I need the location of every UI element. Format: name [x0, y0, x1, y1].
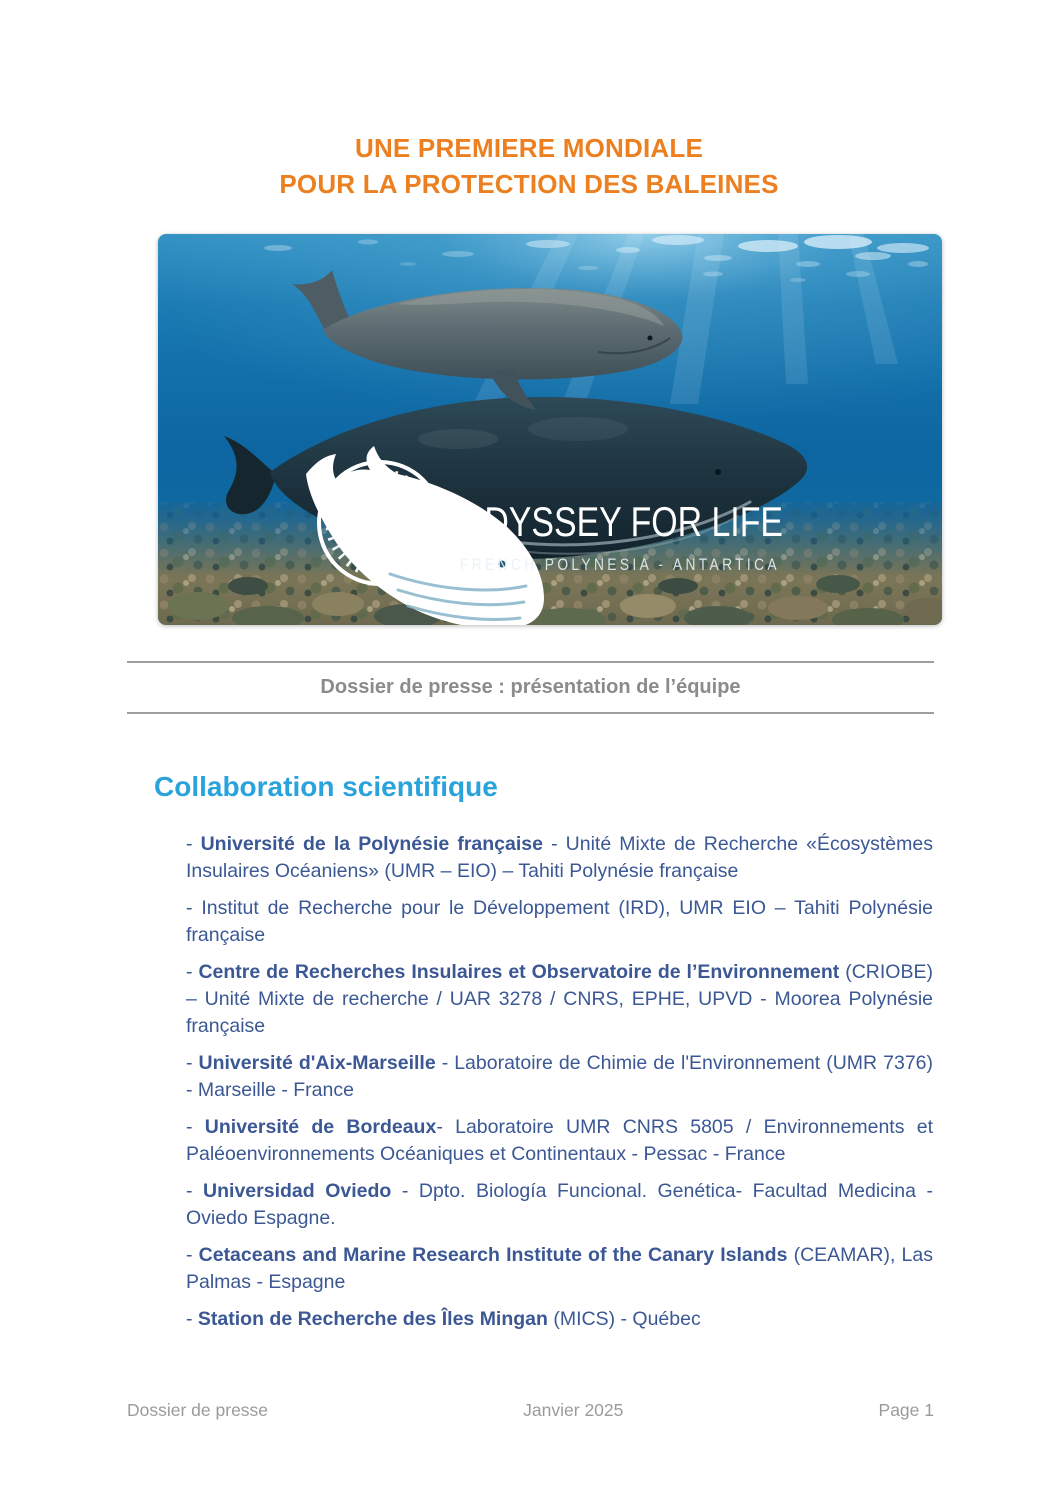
press-kit-banner-text: Dossier de presse : présentation de l’équipe [320, 676, 741, 698]
collab-item: - Centre de Recherches Insulaires et Observatoire de l’Environnement (CRIOBE) – Unité Mixte de recherche / UAR 3278 / CNRS, EPHE, UPVD - Moorea Polynésie française [186, 961, 933, 1037]
hero-photo [158, 234, 942, 625]
collaboration-list [186, 831, 933, 1343]
collab-item: - Institut de Recherche pour le Développement (IRD), UMR EIO – Tahiti Polynésie française [186, 897, 933, 946]
press-kit-banner [127, 661, 934, 714]
footer-left: Dossier de presse [127, 1400, 269, 1420]
collab-item: - Cetaceans and Marine Research Institute of the Canary Islands (CEAMAR), Las Palmas - Espagne [186, 1244, 933, 1293]
collab-item: - Station de Recherche des Îles Mingan (MICS) - Québec [186, 1308, 701, 1330]
collab-item: - Universidad Oviedo - Dpto. Biología Funcional. Genética- Facultad Medicina - Oviedo Espagne. [186, 1180, 933, 1229]
logo-title-text: ODYSSEY FOR LIFE [458, 498, 783, 545]
collab-item: - Université d'Aix-Marseille - Laboratoire de Chimie de l'Environnement (UMR 7376) - Marseille - France [186, 1052, 933, 1101]
section-heading: Collaboration scientifique [154, 771, 498, 802]
page-title-line2: POUR LA PROTECTION DES BALEINES [279, 169, 779, 199]
logo-subtitle-text: FRENCH POLYNESIA - ANTARTICA [460, 556, 780, 574]
page-title [0, 130, 1058, 202]
collab-item: - Université de la Polynésie française - Unité Mixte de Recherche «Écosystèmes Insulaires Océaniens» (UMR – EIO) – Tahiti Polynésie française [186, 833, 933, 882]
page-footer [127, 1400, 934, 1421]
footer-right: Page 1 [878, 1400, 934, 1420]
page-title-line1: UNE PREMIERE MONDIALE [354, 133, 703, 163]
footer-center: Janvier 2025 [523, 1400, 624, 1420]
collab-item: - Université de Bordeaux- Laboratoire UMR CNRS 5805 / Environnements et Paléoenvironnements Océaniques et Continentaux - Pessac - France [186, 1116, 934, 1165]
underwater-whale-scene [158, 234, 942, 625]
